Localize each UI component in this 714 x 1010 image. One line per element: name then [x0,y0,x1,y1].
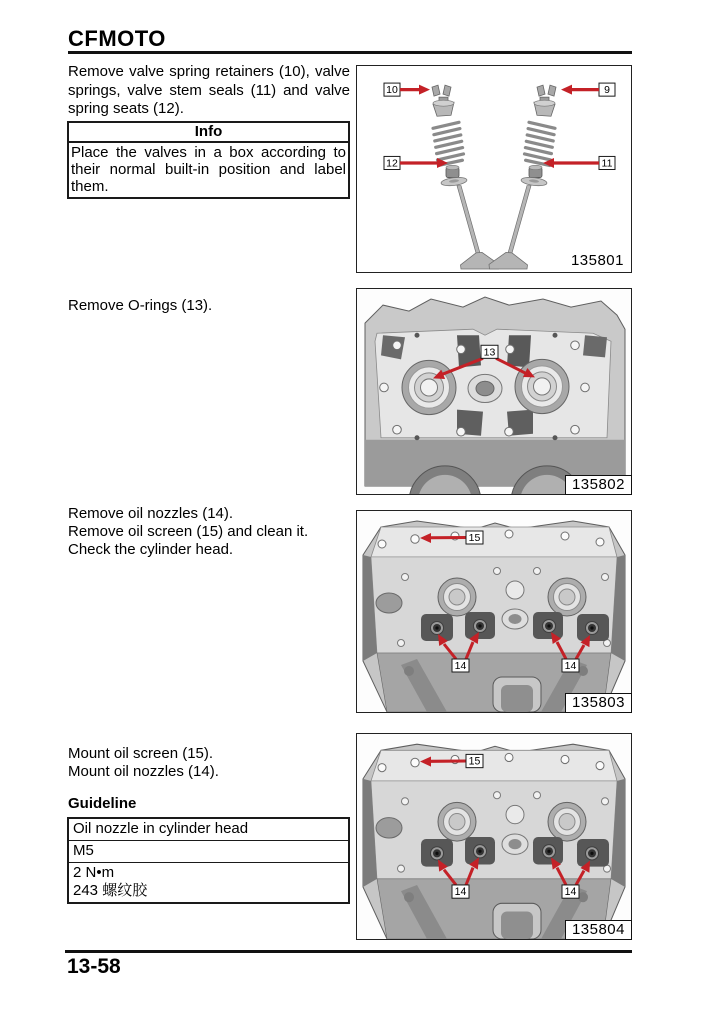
figure-cylinder-head-orings [356,288,632,495]
step3-line2: Remove oil screen (15) and clean it. [68,523,309,540]
figure-number: 135801 [570,252,624,269]
svg-text:15: 15 [468,755,481,768]
step1-text: Remove valve spring retainers (10), valve springs, valve stem seals (11) and valve spring seats (12). [68,63,350,117]
guideline-title: Guideline [68,795,137,812]
svg-text:12: 12 [386,157,398,170]
footer-rule [65,950,632,953]
svg-text:14: 14 [564,660,577,672]
step3-line3: Check the cylinder head. [68,541,234,558]
info-box-title: Info [69,123,348,143]
svg-text:14: 14 [564,886,577,899]
svg-text:14: 14 [454,660,467,672]
guideline-row-item: Oil nozzle in cylinder head [69,819,348,841]
guideline-threadlock-value: 243 螺纹胶 [73,882,148,899]
step3-text [68,505,350,559]
step2-text: Remove O-rings (13). [68,297,213,314]
figure-valve-components [356,65,632,273]
svg-text:11: 11 [601,157,613,170]
figure-oil-nozzles-mount [356,733,632,940]
valve-exploded-diagram [357,66,631,272]
step4-line1: Mount oil screen (15). [68,745,214,762]
guideline-row-size: M5 [69,841,348,863]
figure-number: 135804 [565,920,632,940]
figure-number: 135803 [565,693,632,713]
figure-number: 135802 [565,475,632,495]
step4-text [68,745,350,781]
cylinder-head-nozzles-illustration [357,511,631,712]
step4-line2: Mount oil nozzles (14). [68,763,219,780]
brand-logo: CFMOTO [68,26,166,51]
svg-text:14: 14 [454,886,467,899]
oring-bore-left [402,360,456,414]
cylinder-head-nozzles-illustration [357,734,631,939]
guideline-torque-value: 2 N•m [73,864,115,881]
page-number: 13-58 [67,955,121,978]
guideline-table [67,817,350,904]
svg-text:15: 15 [468,532,481,544]
header-rule [68,51,632,54]
svg-text:9: 9 [604,84,610,97]
oring-bore-right [515,359,569,413]
step3-line1: Remove oil nozzles (14). [68,505,234,522]
svg-text:10: 10 [386,84,398,97]
info-box [67,121,350,199]
svg-text:13: 13 [483,346,496,359]
info-box-body: Place the valves in a box according to their normal built-in position and label them. [71,144,346,195]
guideline-row-torque [69,863,348,902]
figure-oil-nozzles-remove [356,510,632,713]
cylinder-head-top-illustration [357,289,631,494]
